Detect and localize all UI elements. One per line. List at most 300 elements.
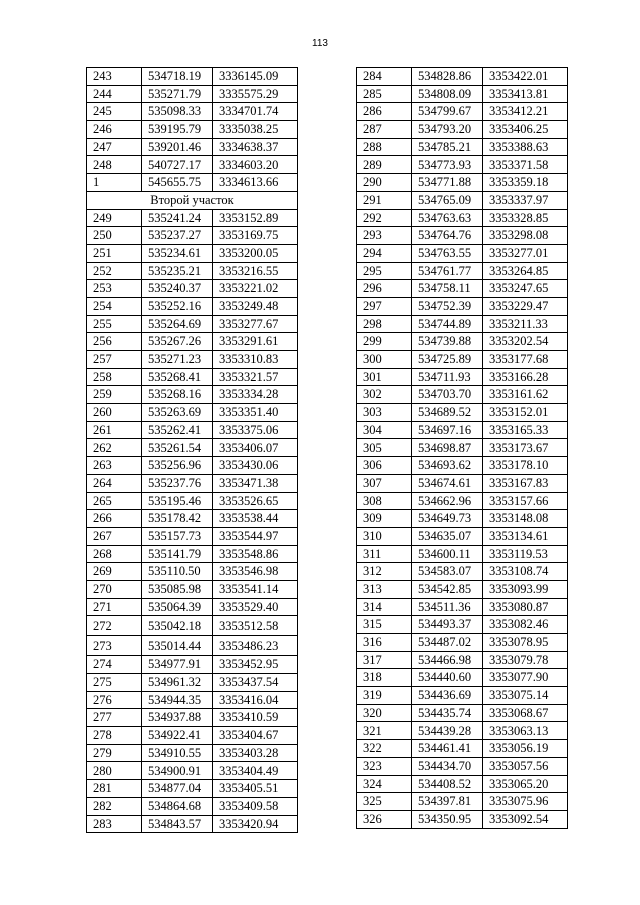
x-coordinate-cell: 534877.04 <box>142 780 213 798</box>
x-coordinate-cell: 534763.63 <box>412 209 483 227</box>
point-number-cell: 281 <box>87 780 142 798</box>
x-coordinate-cell: 535261.54 <box>142 439 213 457</box>
y-coordinate-cell: 3353200.05 <box>213 244 298 262</box>
table-row <box>87 315 298 333</box>
x-coordinate-cell: 534771.88 <box>412 174 483 192</box>
x-coordinate-cell: 534961.32 <box>142 674 213 692</box>
table-row <box>357 563 568 581</box>
point-number-cell: 324 <box>357 775 412 793</box>
coordinates-table-right-body <box>357 68 568 829</box>
table-row <box>357 404 568 422</box>
table-row <box>87 68 298 86</box>
table-row <box>87 545 298 563</box>
y-coordinate-cell: 3353166.28 <box>483 368 568 386</box>
x-coordinate-cell: 535268.41 <box>142 368 213 386</box>
coordinates-table-right <box>356 67 568 829</box>
y-coordinate-cell: 3334613.66 <box>213 174 298 192</box>
point-number-cell: 247 <box>87 138 142 156</box>
table-row <box>357 421 568 439</box>
x-coordinate-cell: 535195.46 <box>142 492 213 510</box>
x-coordinate-cell: 535157.73 <box>142 527 213 545</box>
x-coordinate-cell: 534674.61 <box>412 474 483 492</box>
point-number-cell: 269 <box>87 563 142 581</box>
table-row <box>357 103 568 121</box>
x-coordinate-cell: 534662.96 <box>412 492 483 510</box>
point-number-cell: 294 <box>357 244 412 262</box>
y-coordinate-cell: 3353221.02 <box>213 280 298 298</box>
point-number-cell: 299 <box>357 333 412 351</box>
table-row <box>357 545 568 563</box>
table-row <box>357 85 568 103</box>
x-coordinate-cell: 535042.18 <box>142 616 213 636</box>
table-row <box>87 457 298 475</box>
table-row <box>357 457 568 475</box>
table-row <box>87 244 298 262</box>
table-row <box>87 616 298 636</box>
x-coordinate-cell: 534752.39 <box>412 297 483 315</box>
table-row <box>87 744 298 762</box>
x-coordinate-cell: 535256.96 <box>142 457 213 475</box>
point-number-cell: 257 <box>87 351 142 369</box>
x-coordinate-cell: 534773.93 <box>412 156 483 174</box>
point-number-cell: 284 <box>357 68 412 86</box>
x-coordinate-cell: 534785.21 <box>412 138 483 156</box>
x-coordinate-cell: 534977.91 <box>142 656 213 674</box>
table-row <box>357 651 568 669</box>
table-row <box>87 280 298 298</box>
x-coordinate-cell: 535263.69 <box>142 404 213 422</box>
table-row <box>357 386 568 404</box>
y-coordinate-cell: 3353544.97 <box>213 527 298 545</box>
y-coordinate-cell: 3353092.54 <box>483 810 568 828</box>
point-number-cell: 310 <box>357 527 412 545</box>
table-row <box>357 280 568 298</box>
point-number-cell: 311 <box>357 545 412 563</box>
y-coordinate-cell: 3353277.01 <box>483 244 568 262</box>
y-coordinate-cell: 3353119.53 <box>483 545 568 563</box>
x-coordinate-cell: 535098.33 <box>142 103 213 121</box>
table-row <box>87 636 298 656</box>
table-row <box>87 262 298 280</box>
y-coordinate-cell: 3353075.96 <box>483 793 568 811</box>
y-coordinate-cell: 3353247.65 <box>483 280 568 298</box>
table-row <box>357 174 568 192</box>
y-coordinate-cell: 3353277.67 <box>213 315 298 333</box>
point-number-cell: 251 <box>87 244 142 262</box>
x-coordinate-cell: 534944.35 <box>142 691 213 709</box>
table-row <box>87 727 298 745</box>
table-row <box>357 527 568 545</box>
x-coordinate-cell: 534461.41 <box>412 740 483 758</box>
point-number-cell: 320 <box>357 704 412 722</box>
point-number-cell: 263 <box>87 457 142 475</box>
y-coordinate-cell: 3353079.78 <box>483 651 568 669</box>
x-coordinate-cell: 535264.69 <box>142 315 213 333</box>
point-number-cell: 290 <box>357 174 412 192</box>
point-number-cell: 304 <box>357 421 412 439</box>
x-coordinate-cell: 534808.09 <box>412 85 483 103</box>
y-coordinate-cell: 3353404.49 <box>213 762 298 780</box>
section-row <box>87 191 298 209</box>
point-number-cell: 314 <box>357 598 412 616</box>
y-coordinate-cell: 3353409.58 <box>213 797 298 815</box>
y-coordinate-cell: 3334603.20 <box>213 156 298 174</box>
x-coordinate-cell: 539201.46 <box>142 138 213 156</box>
y-coordinate-cell: 3353412.21 <box>483 103 568 121</box>
point-number-cell: 286 <box>357 103 412 121</box>
point-number-cell: 292 <box>357 209 412 227</box>
table-row <box>87 656 298 674</box>
y-coordinate-cell: 3353161.62 <box>483 386 568 404</box>
point-number-cell: 312 <box>357 563 412 581</box>
table-row <box>87 404 298 422</box>
x-coordinate-cell: 535141.79 <box>142 545 213 563</box>
y-coordinate-cell: 3353167.83 <box>483 474 568 492</box>
x-coordinate-cell: 534583.07 <box>412 563 483 581</box>
x-coordinate-cell: 540727.17 <box>142 156 213 174</box>
point-number-cell: 302 <box>357 386 412 404</box>
y-coordinate-cell: 3353148.08 <box>483 510 568 528</box>
y-coordinate-cell: 3353351.40 <box>213 404 298 422</box>
table-row <box>87 563 298 581</box>
y-coordinate-cell: 3353420.94 <box>213 815 298 833</box>
point-number-cell: 261 <box>87 421 142 439</box>
table-row <box>357 722 568 740</box>
table-row <box>87 598 298 616</box>
table-row <box>357 510 568 528</box>
table-row <box>357 297 568 315</box>
y-coordinate-cell: 3353291.61 <box>213 333 298 351</box>
x-coordinate-cell: 534910.55 <box>142 744 213 762</box>
point-number-cell: 318 <box>357 669 412 687</box>
y-coordinate-cell: 3353093.99 <box>483 580 568 598</box>
y-coordinate-cell: 3353216.55 <box>213 262 298 280</box>
x-coordinate-cell: 534799.67 <box>412 103 483 121</box>
y-coordinate-cell: 3353211.33 <box>483 315 568 333</box>
x-coordinate-cell: 534635.07 <box>412 527 483 545</box>
x-coordinate-cell: 535271.23 <box>142 351 213 369</box>
y-coordinate-cell: 3353512.58 <box>213 616 298 636</box>
x-coordinate-cell: 535064.39 <box>142 598 213 616</box>
y-coordinate-cell: 3353388.63 <box>483 138 568 156</box>
y-coordinate-cell: 3353359.18 <box>483 174 568 192</box>
x-coordinate-cell: 535014.44 <box>142 636 213 656</box>
table-row <box>357 580 568 598</box>
table-row <box>87 762 298 780</box>
point-number-cell: 309 <box>357 510 412 528</box>
point-number-cell: 253 <box>87 280 142 298</box>
point-number-cell: 319 <box>357 687 412 705</box>
table-row <box>357 616 568 634</box>
x-coordinate-cell: 535237.27 <box>142 227 213 245</box>
point-number-cell: 288 <box>357 138 412 156</box>
point-number-cell: 1 <box>87 174 142 192</box>
table-row <box>357 227 568 245</box>
x-coordinate-cell: 534922.41 <box>142 727 213 745</box>
y-coordinate-cell: 3353404.67 <box>213 727 298 745</box>
y-coordinate-cell: 3353413.81 <box>483 85 568 103</box>
y-coordinate-cell: 3353298.08 <box>483 227 568 245</box>
x-coordinate-cell: 534698.87 <box>412 439 483 457</box>
x-coordinate-cell: 534725.89 <box>412 351 483 369</box>
x-coordinate-cell: 534764.76 <box>412 227 483 245</box>
point-number-cell: 313 <box>357 580 412 598</box>
table-row <box>87 297 298 315</box>
x-coordinate-cell: 534600.11 <box>412 545 483 563</box>
point-number-cell: 306 <box>357 457 412 475</box>
x-coordinate-cell: 534761.77 <box>412 262 483 280</box>
x-coordinate-cell: 534487.02 <box>412 634 483 652</box>
table-row <box>87 797 298 815</box>
y-coordinate-cell: 3353526.65 <box>213 492 298 510</box>
y-coordinate-cell: 3353264.85 <box>483 262 568 280</box>
point-number-cell: 274 <box>87 656 142 674</box>
point-number-cell: 268 <box>87 545 142 563</box>
point-number-cell: 325 <box>357 793 412 811</box>
y-coordinate-cell: 3353249.48 <box>213 297 298 315</box>
y-coordinate-cell: 3353177.68 <box>483 351 568 369</box>
x-coordinate-cell: 534739.88 <box>412 333 483 351</box>
y-coordinate-cell: 3353152.01 <box>483 404 568 422</box>
x-coordinate-cell: 534711.93 <box>412 368 483 386</box>
point-number-cell: 246 <box>87 121 142 139</box>
y-coordinate-cell: 3353406.25 <box>483 121 568 139</box>
table-row <box>87 474 298 492</box>
point-number-cell: 296 <box>357 280 412 298</box>
y-coordinate-cell: 3353406.07 <box>213 439 298 457</box>
table-row <box>357 351 568 369</box>
x-coordinate-cell: 535267.26 <box>142 333 213 351</box>
table-row <box>87 439 298 457</box>
x-coordinate-cell: 535268.16 <box>142 386 213 404</box>
y-coordinate-cell: 3353152.89 <box>213 209 298 227</box>
x-coordinate-cell: 534718.19 <box>142 68 213 86</box>
x-coordinate-cell: 535237.76 <box>142 474 213 492</box>
point-number-cell: 259 <box>87 386 142 404</box>
y-coordinate-cell: 3353541.14 <box>213 580 298 598</box>
x-coordinate-cell: 535234.61 <box>142 244 213 262</box>
point-number-cell: 271 <box>87 598 142 616</box>
y-coordinate-cell: 3335575.29 <box>213 85 298 103</box>
table-row <box>357 740 568 758</box>
table-row <box>357 474 568 492</box>
x-coordinate-cell: 535110.50 <box>142 563 213 581</box>
table-row <box>87 674 298 692</box>
table-row <box>357 244 568 262</box>
y-coordinate-cell: 3353057.56 <box>483 757 568 775</box>
x-coordinate-cell: 535252.16 <box>142 297 213 315</box>
point-number-cell: 254 <box>87 297 142 315</box>
section-title: Второй участок <box>87 191 298 209</box>
y-coordinate-cell: 3353452.95 <box>213 656 298 674</box>
y-coordinate-cell: 3353078.95 <box>483 634 568 652</box>
y-coordinate-cell: 3353169.75 <box>213 227 298 245</box>
x-coordinate-cell: 534900.91 <box>142 762 213 780</box>
point-number-cell: 279 <box>87 744 142 762</box>
x-coordinate-cell: 535262.41 <box>142 421 213 439</box>
point-number-cell: 276 <box>87 691 142 709</box>
x-coordinate-cell: 534397.81 <box>412 793 483 811</box>
point-number-cell: 297 <box>357 297 412 315</box>
point-number-cell: 303 <box>357 404 412 422</box>
y-coordinate-cell: 3353486.23 <box>213 636 298 656</box>
table-row <box>87 492 298 510</box>
table-row <box>87 121 298 139</box>
x-coordinate-cell: 534697.16 <box>412 421 483 439</box>
point-number-cell: 249 <box>87 209 142 227</box>
y-coordinate-cell: 3335038.25 <box>213 121 298 139</box>
x-coordinate-cell: 534493.37 <box>412 616 483 634</box>
table-row <box>357 262 568 280</box>
y-coordinate-cell: 3353077.90 <box>483 669 568 687</box>
table-row <box>357 757 568 775</box>
y-coordinate-cell: 3353165.33 <box>483 421 568 439</box>
table-row <box>357 191 568 209</box>
table-row <box>87 527 298 545</box>
point-number-cell: 291 <box>357 191 412 209</box>
x-coordinate-cell: 535235.21 <box>142 262 213 280</box>
point-number-cell: 280 <box>87 762 142 780</box>
point-number-cell: 301 <box>357 368 412 386</box>
point-number-cell: 300 <box>357 351 412 369</box>
x-coordinate-cell: 535241.24 <box>142 209 213 227</box>
x-coordinate-cell: 534758.11 <box>412 280 483 298</box>
table-row <box>87 709 298 727</box>
y-coordinate-cell: 3353337.97 <box>483 191 568 209</box>
table-row <box>357 156 568 174</box>
y-coordinate-cell: 3353108.74 <box>483 563 568 581</box>
y-coordinate-cell: 3353328.85 <box>483 209 568 227</box>
point-number-cell: 243 <box>87 68 142 86</box>
coordinates-table-left <box>86 67 298 833</box>
x-coordinate-cell: 534763.55 <box>412 244 483 262</box>
x-coordinate-cell: 534435.74 <box>412 704 483 722</box>
point-number-cell: 295 <box>357 262 412 280</box>
y-coordinate-cell: 3353529.40 <box>213 598 298 616</box>
table-row <box>357 775 568 793</box>
table-row <box>357 598 568 616</box>
x-coordinate-cell: 534350.95 <box>412 810 483 828</box>
table-row <box>357 68 568 86</box>
table-row <box>357 793 568 811</box>
table-row <box>87 386 298 404</box>
table-row <box>357 634 568 652</box>
x-coordinate-cell: 535271.79 <box>142 85 213 103</box>
x-coordinate-cell: 534744.89 <box>412 315 483 333</box>
y-coordinate-cell: 3353410.59 <box>213 709 298 727</box>
y-coordinate-cell: 3353437.54 <box>213 674 298 692</box>
point-number-cell: 317 <box>357 651 412 669</box>
y-coordinate-cell: 3353082.46 <box>483 616 568 634</box>
point-number-cell: 266 <box>87 510 142 528</box>
x-coordinate-cell: 534793.20 <box>412 121 483 139</box>
point-number-cell: 264 <box>87 474 142 492</box>
point-number-cell: 282 <box>87 797 142 815</box>
x-coordinate-cell: 534843.57 <box>142 815 213 833</box>
point-number-cell: 308 <box>357 492 412 510</box>
point-number-cell: 252 <box>87 262 142 280</box>
y-coordinate-cell: 3334638.37 <box>213 138 298 156</box>
x-coordinate-cell: 534542.85 <box>412 580 483 598</box>
table-row <box>87 333 298 351</box>
table-row <box>87 780 298 798</box>
point-number-cell: 322 <box>357 740 412 758</box>
y-coordinate-cell: 3353065.20 <box>483 775 568 793</box>
table-row <box>357 333 568 351</box>
table-row <box>87 156 298 174</box>
point-number-cell: 250 <box>87 227 142 245</box>
coordinates-table-left-body <box>87 68 298 833</box>
point-number-cell: 305 <box>357 439 412 457</box>
y-coordinate-cell: 3353334.28 <box>213 386 298 404</box>
x-coordinate-cell: 535240.37 <box>142 280 213 298</box>
point-number-cell: 293 <box>357 227 412 245</box>
y-coordinate-cell: 3353134.61 <box>483 527 568 545</box>
x-coordinate-cell: 534511.36 <box>412 598 483 616</box>
table-row <box>87 691 298 709</box>
y-coordinate-cell: 3353178.10 <box>483 457 568 475</box>
point-number-cell: 289 <box>357 156 412 174</box>
point-number-cell: 265 <box>87 492 142 510</box>
x-coordinate-cell: 534408.52 <box>412 775 483 793</box>
y-coordinate-cell: 3353371.58 <box>483 156 568 174</box>
page-number: 113 <box>312 38 328 49</box>
point-number-cell: 326 <box>357 810 412 828</box>
table-row <box>357 687 568 705</box>
table-row <box>357 669 568 687</box>
point-number-cell: 298 <box>357 315 412 333</box>
y-coordinate-cell: 3353422.01 <box>483 68 568 86</box>
point-number-cell: 287 <box>357 121 412 139</box>
x-coordinate-cell: 534864.68 <box>142 797 213 815</box>
y-coordinate-cell: 3334701.74 <box>213 103 298 121</box>
table-row <box>357 704 568 722</box>
point-number-cell: 256 <box>87 333 142 351</box>
table-row <box>87 227 298 245</box>
table-row <box>87 368 298 386</box>
x-coordinate-cell: 535178.42 <box>142 510 213 528</box>
x-coordinate-cell: 534466.98 <box>412 651 483 669</box>
x-coordinate-cell: 539195.79 <box>142 121 213 139</box>
y-coordinate-cell: 3353157.66 <box>483 492 568 510</box>
table-row <box>357 121 568 139</box>
table-row <box>87 138 298 156</box>
y-coordinate-cell: 3353538.44 <box>213 510 298 528</box>
point-number-cell: 267 <box>87 527 142 545</box>
table-row <box>357 368 568 386</box>
point-number-cell: 272 <box>87 616 142 636</box>
table-row <box>357 810 568 828</box>
table-row <box>87 421 298 439</box>
point-number-cell: 278 <box>87 727 142 745</box>
point-number-cell: 262 <box>87 439 142 457</box>
x-coordinate-cell: 534828.86 <box>412 68 483 86</box>
y-coordinate-cell: 3353056.19 <box>483 740 568 758</box>
table-row <box>357 209 568 227</box>
table-row <box>357 439 568 457</box>
point-number-cell: 283 <box>87 815 142 833</box>
x-coordinate-cell: 534440.60 <box>412 669 483 687</box>
x-coordinate-cell: 534649.73 <box>412 510 483 528</box>
table-row <box>87 351 298 369</box>
point-number-cell: 255 <box>87 315 142 333</box>
point-number-cell: 273 <box>87 636 142 656</box>
y-coordinate-cell: 3353202.54 <box>483 333 568 351</box>
y-coordinate-cell: 3353075.14 <box>483 687 568 705</box>
point-number-cell: 315 <box>357 616 412 634</box>
point-number-cell: 245 <box>87 103 142 121</box>
point-number-cell: 307 <box>357 474 412 492</box>
